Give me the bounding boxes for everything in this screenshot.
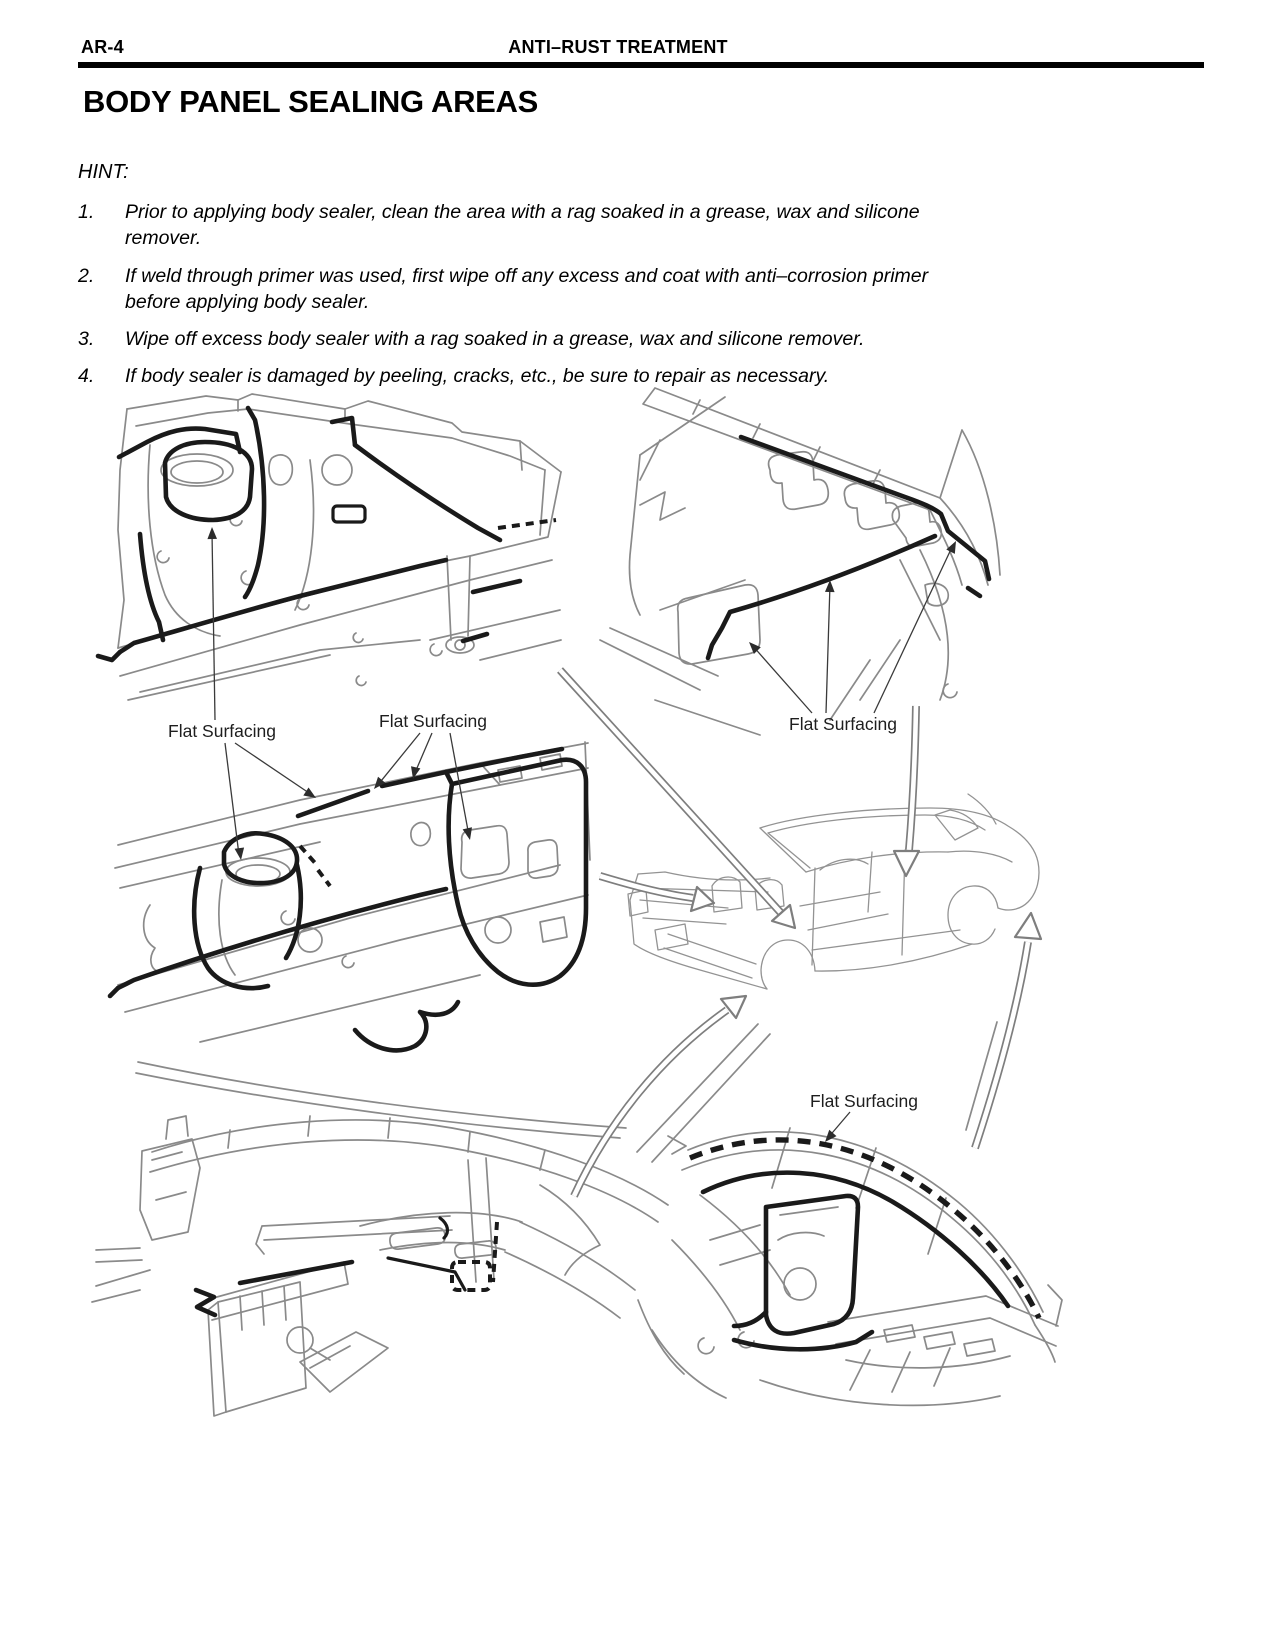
- section-title: ANTI–RUST TREATMENT: [508, 37, 728, 57]
- header-rule: [78, 62, 1204, 68]
- flat-surfacing-label-2: Flat Surfacing: [379, 711, 487, 731]
- hint-item-1: [78, 199, 1038, 251]
- hint-item-3: [78, 326, 1038, 352]
- hint-item-number: 1.: [78, 201, 95, 223]
- connector-arrow-rail-to-car: [975, 913, 1041, 1148]
- front-apron-detail-drawing: [98, 394, 561, 700]
- connector-arrow-member-to-car: [574, 996, 746, 1196]
- hint-item-2: [78, 263, 1038, 315]
- flat-surfacing-label-4: Flat Surfacing: [810, 1091, 918, 1111]
- front-member-detail-drawing: [92, 1062, 668, 1416]
- page-title: BODY PANEL SEALING AREAS: [83, 84, 538, 119]
- connector-arrow-tray-to-car: [894, 706, 919, 876]
- hint-item-text: Wipe off excess body sealer with a rag soaked in a grease, wax and silicone remover.: [125, 328, 865, 350]
- hint-item-number: 3.: [78, 328, 95, 350]
- body-sealing-figure: [0, 384, 1280, 1484]
- flat-surfacing-label-3: Flat Surfacing: [789, 714, 897, 734]
- hint-item-number: 2.: [78, 265, 95, 287]
- flat-surfacing-label-1: Flat Surfacing: [168, 721, 276, 741]
- hint-item-text: If body sealer is damaged by peeling, cracks, etc., be sure to repair as necessary.: [125, 365, 830, 387]
- hint-item-text: Prior to applying body sealer, clean the area with a rag soaked in a grease, wax and silicone remover.: [125, 201, 920, 249]
- figure-labels: [168, 711, 918, 1111]
- page-code: AR-4: [81, 37, 124, 57]
- hint-item-number: 4.: [78, 365, 95, 387]
- package-tray-detail-drawing: [600, 388, 1000, 735]
- strut-tower-detail-drawing: [110, 742, 590, 1050]
- connector-arrow-apron-to-car: [600, 876, 714, 911]
- hint-label: HINT:: [78, 161, 129, 183]
- hint-item-text: If weld through primer was used, first wipe off any excess and coat with anti–corrosion primer before applying body sealer.: [125, 265, 929, 313]
- car-body-overview-drawing: [628, 794, 1039, 989]
